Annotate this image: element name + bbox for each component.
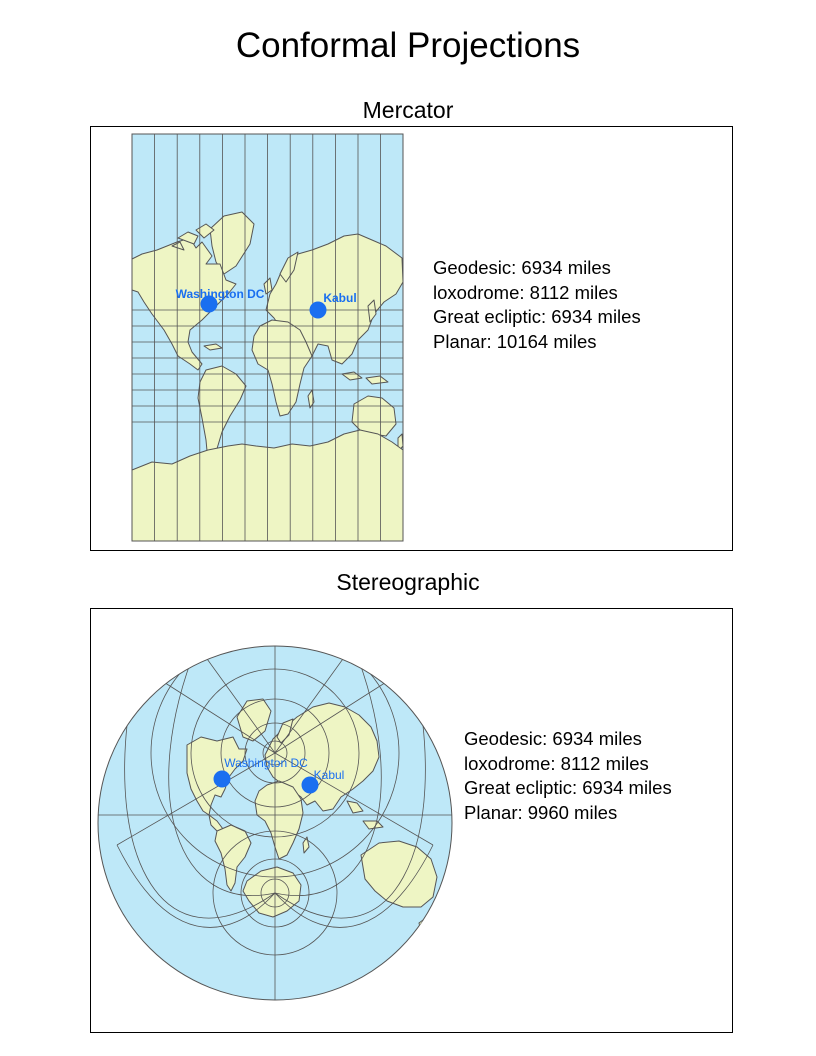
stereographic-map <box>97 645 453 1001</box>
mercator-washington-label: Washington DC <box>175 287 265 301</box>
mercator-planar-distance: Planar: 10164 miles <box>433 330 597 352</box>
mercator-panel-title: Mercator <box>362 97 454 123</box>
stereo-great-ecliptic-distance: Great ecliptic: 6934 miles <box>464 777 672 798</box>
stereo-geodesic-distance: Geodesic: 6934 miles <box>464 728 642 749</box>
mercator-great-ecliptic-distance: Great ecliptic: 6934 miles <box>433 306 641 327</box>
mercator-loxodrome-distance: loxodrome: 8112 miles <box>433 281 618 303</box>
mercator-kabul-label: Kabul <box>323 291 357 305</box>
mercator-distance-stats <box>433 256 641 354</box>
stereo-washington-label: Washington DC <box>224 756 308 770</box>
mercator-geodesic-distance: Geodesic: 6934 miles <box>433 257 611 278</box>
page-title: Conformal Projections <box>235 26 581 65</box>
stereo-kabul-label: Kabul <box>313 768 345 782</box>
stereo-washington-marker[interactable] <box>214 771 231 788</box>
stereographic-distance-stats <box>464 727 672 825</box>
stereographic-panel-title: Stereographic <box>336 569 480 595</box>
mercator-map <box>132 134 404 542</box>
stereo-planar-distance: Planar: 9960 miles <box>464 801 618 823</box>
stereo-loxodrome-distance: loxodrome: 8112 miles <box>464 752 649 774</box>
